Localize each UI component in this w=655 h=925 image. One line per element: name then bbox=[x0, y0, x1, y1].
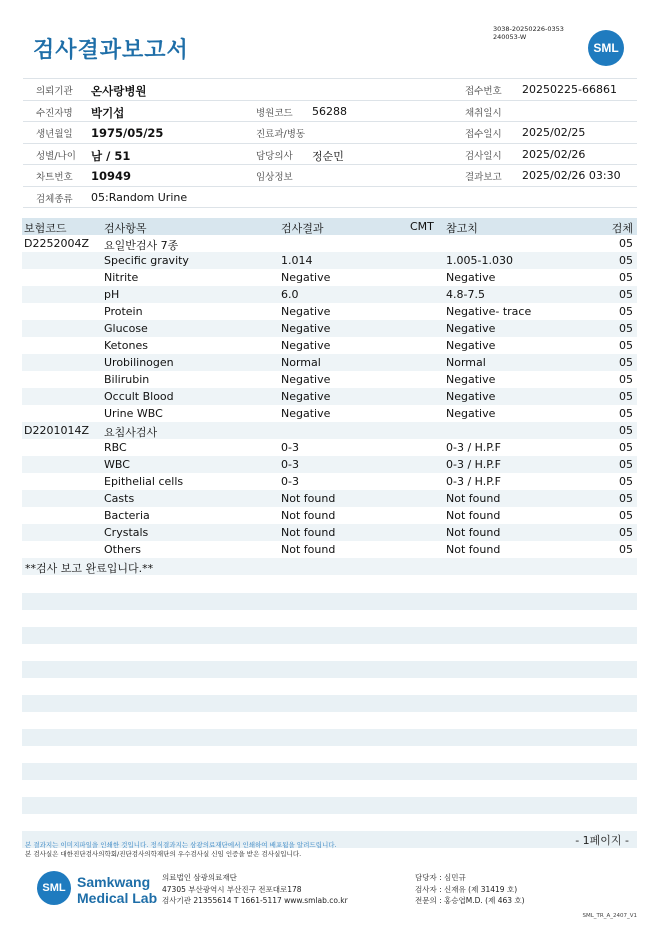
result-specimen: 05 bbox=[619, 271, 633, 284]
result-item: Urobilinogen bbox=[104, 356, 174, 369]
info-value: 1975/05/25 bbox=[91, 126, 164, 140]
patient-info-row bbox=[23, 165, 637, 187]
result-row bbox=[22, 371, 637, 388]
specimen-id-line: 240053-W bbox=[493, 33, 527, 41]
result-item: pH bbox=[104, 288, 120, 301]
disclaimer bbox=[25, 841, 337, 858]
result-ref: Not found bbox=[446, 492, 501, 505]
blank-row bbox=[22, 695, 637, 712]
result-result: Not found bbox=[281, 509, 336, 522]
result-specimen: 05 bbox=[619, 492, 633, 505]
info-label: 병원코드 bbox=[256, 107, 293, 119]
result-result: 0-3 bbox=[281, 441, 299, 454]
info-label: 담당의사 bbox=[256, 150, 293, 162]
result-result: Negative bbox=[281, 407, 331, 420]
result-ref: Negative bbox=[446, 322, 496, 335]
blank-row bbox=[22, 763, 637, 780]
staff-line: 전문의 : 홍승엽M.D. (제 463 호) bbox=[415, 896, 525, 905]
header-result: 검사결과 bbox=[281, 222, 324, 235]
result-ref: Negative bbox=[446, 373, 496, 386]
result-row bbox=[22, 337, 637, 354]
result-row bbox=[22, 490, 637, 507]
report-complete-note bbox=[22, 558, 637, 575]
info-value: 10949 bbox=[91, 169, 132, 183]
address-line: 의료법인 삼광의료재단 bbox=[162, 873, 237, 882]
result-item: Bacteria bbox=[104, 509, 150, 522]
result-specimen: 05 bbox=[619, 543, 633, 556]
results-table bbox=[22, 218, 637, 575]
result-result: Negative bbox=[281, 305, 331, 318]
result-specimen: 05 bbox=[619, 526, 633, 539]
address-line: 47305 부산광역시 부산진구 전포대로178 bbox=[162, 884, 302, 894]
blank-row bbox=[22, 661, 637, 678]
info-label: 결과보고 bbox=[465, 172, 502, 183]
result-specimen: 05 bbox=[619, 356, 633, 369]
blank-row bbox=[22, 729, 637, 746]
result-result: Normal bbox=[281, 356, 321, 369]
result-item: Nitrite bbox=[104, 271, 139, 284]
footer-brand bbox=[77, 874, 157, 906]
results-body bbox=[22, 235, 637, 558]
result-specimen: 05 bbox=[619, 339, 633, 352]
header-cmt: CMT bbox=[410, 220, 434, 233]
result-row bbox=[22, 507, 637, 524]
patient-info-table bbox=[23, 78, 637, 208]
result-result: Not found bbox=[281, 492, 336, 505]
patient-info-row bbox=[23, 122, 637, 144]
result-ref: Negative bbox=[446, 407, 496, 420]
result-specimen: 05 bbox=[619, 509, 633, 522]
staff-line: 검사자 : 신재유 (제 31419 호) bbox=[415, 884, 518, 894]
result-result: Negative bbox=[281, 271, 331, 284]
result-item: 요침사검사 bbox=[104, 426, 158, 439]
result-row bbox=[22, 269, 637, 286]
result-row bbox=[22, 473, 637, 490]
header-item: 검사항목 bbox=[104, 222, 147, 235]
result-item: Protein bbox=[104, 305, 143, 318]
result-ref: Negative bbox=[446, 339, 496, 352]
footer-sml-logo: SML bbox=[37, 871, 71, 905]
info-value: 남 / 51 bbox=[91, 148, 131, 163]
info-value: 20250225-66861 bbox=[522, 83, 617, 96]
result-code: D2201014Z bbox=[24, 424, 89, 437]
result-result: Negative bbox=[281, 373, 331, 386]
result-specimen: 05 bbox=[619, 441, 633, 454]
patient-info-row bbox=[23, 101, 637, 123]
result-specimen: 05 bbox=[619, 458, 633, 471]
result-ref: 0-3 / H.P.F bbox=[446, 441, 501, 454]
info-value: 박기섭 bbox=[91, 105, 125, 120]
result-item: Epithelial cells bbox=[104, 475, 184, 488]
result-row bbox=[22, 439, 637, 456]
info-label: 접수번호 bbox=[465, 86, 502, 97]
result-item: Occult Blood bbox=[104, 390, 174, 403]
result-item: Casts bbox=[104, 492, 135, 505]
result-row bbox=[22, 286, 637, 303]
result-ref: 0-3 / H.P.F bbox=[446, 475, 501, 488]
result-item: RBC bbox=[104, 441, 127, 454]
result-result: Not found bbox=[281, 543, 336, 556]
info-value: 2025/02/26 03:30 bbox=[522, 169, 621, 182]
result-item: Glucose bbox=[104, 322, 148, 335]
staff-line: 담당자 : 심민규 bbox=[415, 873, 466, 882]
result-item: WBC bbox=[104, 458, 130, 471]
note-text: **검사 보고 완료입니다.** bbox=[25, 562, 154, 575]
staff-signatures bbox=[415, 872, 525, 907]
form-code: SML_TR_A_2407_V1 bbox=[582, 913, 637, 919]
result-specimen: 05 bbox=[619, 390, 633, 403]
result-row bbox=[22, 405, 637, 422]
patient-info-row bbox=[23, 78, 637, 101]
results-header bbox=[22, 218, 637, 235]
result-result: 6.0 bbox=[281, 288, 299, 301]
result-item: Crystals bbox=[104, 526, 149, 539]
result-row bbox=[22, 252, 637, 269]
info-label: 임상정보 bbox=[256, 172, 293, 183]
info-label: 채취일시 bbox=[465, 107, 502, 119]
brand-line: Medical Lab bbox=[77, 890, 158, 906]
result-ref: Negative- trace bbox=[446, 305, 532, 318]
blank-row bbox=[22, 593, 637, 610]
result-result: 0-3 bbox=[281, 475, 299, 488]
result-row bbox=[22, 303, 637, 320]
result-row bbox=[22, 422, 637, 439]
result-item: Bilirubin bbox=[104, 373, 150, 386]
info-value: 온사랑병원 bbox=[91, 84, 147, 98]
result-item: 요일반검사 7종 bbox=[104, 239, 179, 252]
result-row bbox=[22, 456, 637, 473]
result-specimen: 05 bbox=[619, 475, 633, 488]
result-specimen: 05 bbox=[619, 305, 633, 318]
result-ref: 0-3 / H.P.F bbox=[446, 458, 501, 471]
info-label: 의뢰기관 bbox=[36, 86, 73, 97]
brand-line: Samkwang bbox=[77, 874, 151, 890]
info-value: 2025/02/26 bbox=[522, 147, 586, 161]
result-result: 0-3 bbox=[281, 458, 299, 471]
info-label: 검체종류 bbox=[36, 193, 73, 205]
report-title: 검사결과보고서 bbox=[33, 38, 189, 63]
result-result: Negative bbox=[281, 339, 331, 352]
result-specimen: 05 bbox=[619, 237, 633, 250]
result-specimen: 05 bbox=[619, 424, 633, 437]
info-value: 정순민 bbox=[312, 149, 344, 163]
result-specimen: 05 bbox=[619, 288, 633, 301]
header-reference: 참고치 bbox=[446, 222, 478, 235]
address-line: 검사기관 21355614 T 1661-5117 www.smlab.co.kr bbox=[162, 896, 348, 905]
result-ref: Not found bbox=[446, 509, 501, 522]
result-result: 1.014 bbox=[281, 254, 313, 267]
disclaimer-line: 본 검사실은 대한진단검사의학회/진단검사의학재단의 우수검사실 신임 인증을 받은 검사실입니다. bbox=[25, 849, 302, 858]
info-value: 2025/02/25 bbox=[522, 126, 586, 139]
info-value: 56288 bbox=[312, 104, 347, 118]
info-label: 수진자명 bbox=[36, 107, 73, 119]
result-ref: Negative bbox=[446, 390, 496, 403]
patient-info-row bbox=[23, 144, 637, 166]
result-ref: Negative bbox=[446, 271, 496, 284]
result-row bbox=[22, 541, 637, 558]
disclaimer-line: 본 결과지는 이미지파일을 인쇄한 것입니다. 정식결과지는 삼광의료재단에서 인쇄하여 배포됨을 알려드립니다. bbox=[25, 841, 337, 849]
specimen-id-line: 3038-20250226-0353 bbox=[493, 25, 564, 33]
lab-address bbox=[162, 872, 348, 907]
result-item: Urine WBC bbox=[104, 407, 163, 420]
result-row bbox=[22, 354, 637, 371]
result-row bbox=[22, 235, 637, 252]
result-result: Negative bbox=[281, 322, 331, 335]
info-label: 차트번호 bbox=[36, 172, 73, 183]
result-code: D2252004Z bbox=[24, 237, 89, 250]
info-label: 생년월일 bbox=[36, 129, 73, 140]
sml-logo: SML bbox=[588, 30, 624, 66]
result-specimen: 05 bbox=[619, 373, 633, 386]
specimen-id bbox=[493, 25, 564, 41]
patient-info-row bbox=[23, 187, 637, 209]
result-ref: Not found bbox=[446, 526, 501, 539]
info-label: 접수일시 bbox=[465, 129, 502, 140]
info-value: 05:Random Urine bbox=[91, 190, 188, 204]
result-item: Specific gravity bbox=[104, 254, 189, 267]
result-row bbox=[22, 320, 637, 337]
header-code: 보험코드 bbox=[24, 222, 67, 235]
info-label: 검사일시 bbox=[465, 150, 502, 162]
result-item: Ketones bbox=[104, 339, 148, 352]
page-number: - 1페이지 - bbox=[575, 834, 629, 847]
result-row bbox=[22, 524, 637, 541]
result-result: Not found bbox=[281, 526, 336, 539]
result-ref: Normal bbox=[446, 356, 486, 369]
result-specimen: 05 bbox=[619, 254, 633, 267]
result-result: Negative bbox=[281, 390, 331, 403]
result-specimen: 05 bbox=[619, 407, 633, 420]
info-label: 성별/나이 bbox=[36, 150, 76, 162]
result-specimen: 05 bbox=[619, 322, 633, 335]
result-ref: 1.005-1.030 bbox=[446, 254, 513, 267]
info-label: 진료과/병동 bbox=[256, 129, 306, 140]
result-ref: 4.8-7.5 bbox=[446, 288, 485, 301]
result-row bbox=[22, 388, 637, 405]
blank-row bbox=[22, 797, 637, 814]
blank-row bbox=[22, 627, 637, 644]
result-item: Others bbox=[104, 543, 141, 556]
result-ref: Not found bbox=[446, 543, 501, 556]
header-specimen: 검체 bbox=[611, 222, 633, 235]
